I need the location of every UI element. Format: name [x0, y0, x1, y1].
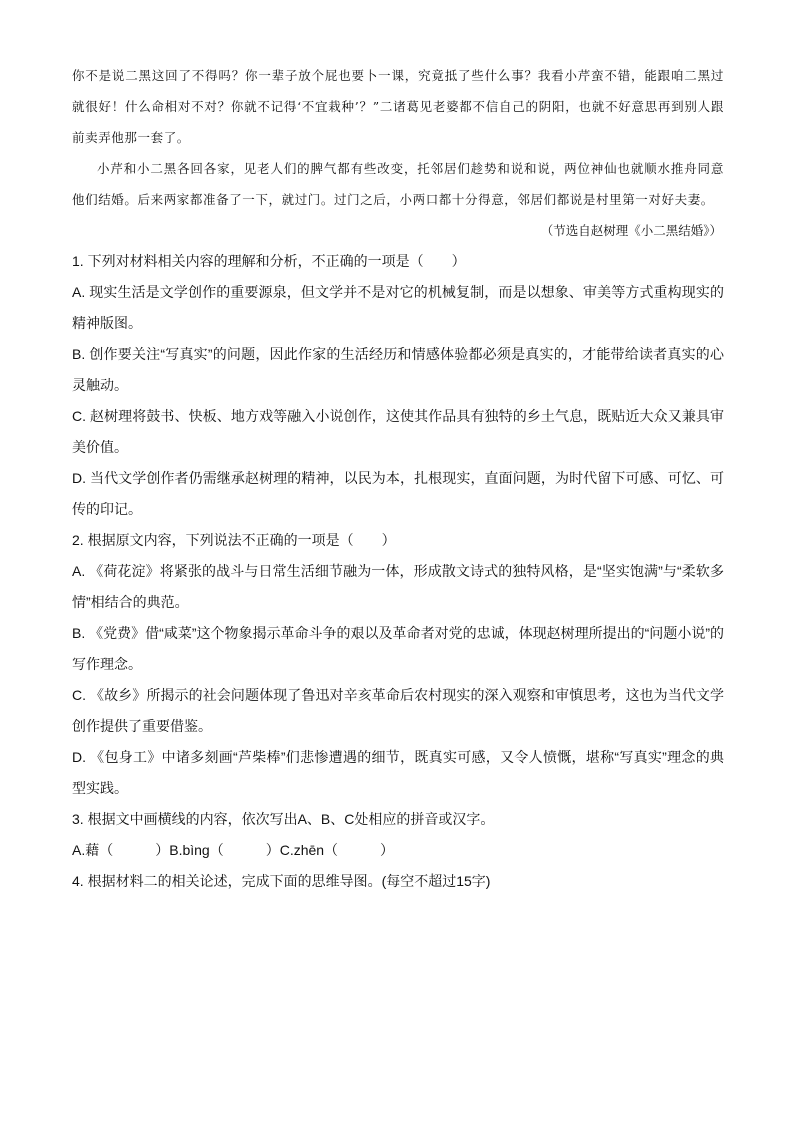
- question-stem: 2. 根据原文内容，下列说法不正确的一项是（ ）: [72, 532, 396, 548]
- option-b: B. 创作要关注“写真实”的问题，因此作家的生活经历和情感体验都必须是真实的，才能带给读者真实的心灵触动。: [72, 346, 724, 393]
- option-d: D. 当代文学创作者仍需继承赵树理的精神，以民为本，扎根现实，直面问题，为时代留下可感、可忆、可传的印记。: [72, 470, 724, 517]
- question-4: [72, 866, 724, 897]
- option-c: C. 赵树理将鼓书、快板、地方戏等融入小说创作，这使其作品具有独特的乡土气息，既贴近大众又兼具审美价值。: [72, 408, 724, 455]
- question-stem: 1. 下列对材料相关内容的理解和分析，不正确的一项是（ ）: [72, 253, 466, 269]
- option-d: D. 《包身工》中诸多刻画“芦柴棒”们悲惨遭遇的细节，既真实可感，又令人愤慨，堪称“写真实”理念的典型实践。: [72, 749, 724, 796]
- question-stem: 4. 根据材料二的相关论述，完成下面的思维导图。(每空不超过15字): [72, 873, 491, 889]
- option-b: B. 《党费》借“咸菜”这个物象揭示革命斗争的艰以及革命者对党的忠诚，体现赵树理所提出的“问题小说”的写作理念。: [72, 625, 724, 672]
- option-a: A. 现实生活是文学创作的重要源泉，但文学并不是对它的机械复制，而是以想象、审美等方式重构现实的精神版图。: [72, 284, 724, 331]
- question-3: [72, 804, 724, 866]
- question-2: [72, 525, 724, 804]
- question-stem: 3. 根据文中画横线的内容，依次写出A、B、C处相应的拼音或汉字。: [72, 811, 495, 827]
- option-a: A. 《荷花淀》将紧张的战斗与日常生活细节融为一体，形成散文诗式的独特风格，是“坚实饱满”与“柔软多情”相结合的典范。: [72, 563, 724, 610]
- passage-source: （节选自赵树理《小二黑结婚》）: [540, 223, 722, 238]
- exam-page: [72, 60, 724, 897]
- passage-paragraph-1: 你不是说二黑这回了不得吗？你一辈子放个屁也要卜一课，究竟抵了些什么事？我看小芹蛮不错，能跟咱二黑过就很好！什么命相对不对？你就不记得‘不宜栽种’？”二诸葛见老婆都不信自己的阴阳，也就不好意思再到别人跟前卖弄他那一套了。: [72, 68, 724, 145]
- pinyin-answer-line: A.藉（ ）B.bìng（ ）C.zhēn（ ）: [72, 842, 395, 858]
- passage-paragraph-2: 小芹和小二黑各回各家，见老人们的脾气都有些改变，托邻居们趁势和说和说，两位神仙也就顺水推舟同意他们结婚。后来两家都准备了一下，就过门。过门之后，小两口都十分得意，邻居们都说是村里第一对好夫妻。: [72, 161, 724, 207]
- question-1: [72, 246, 724, 525]
- option-c: C. 《故乡》所揭示的社会问题体现了鲁迅对辛亥革命后农村现实的深入观察和审慎思考，这也为当代文学创作提供了重要借鉴。: [72, 687, 724, 734]
